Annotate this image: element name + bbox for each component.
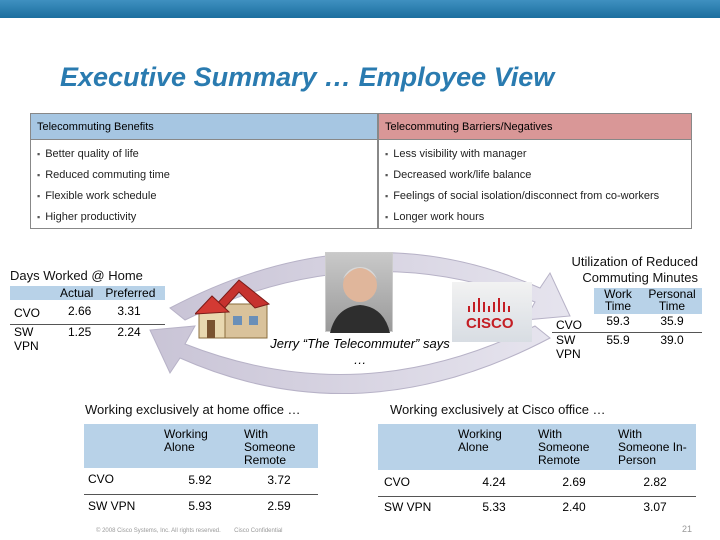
- row-label: CVO: [10, 300, 56, 324]
- benefit-item: ▪ Reduced commuting time: [37, 167, 371, 188]
- barriers-box: [378, 113, 692, 229]
- cell-value: 5.93: [188, 498, 212, 513]
- cell-value: 3.72: [240, 468, 318, 494]
- page-number: 21: [682, 524, 693, 534]
- cell-value: 35.9: [642, 314, 702, 333]
- cell-value: 2.66: [56, 300, 101, 324]
- cell-value: 4.24: [454, 470, 534, 496]
- cell-value: 3.31: [101, 300, 165, 324]
- cell-value: 1.25: [68, 324, 92, 339]
- col-header: Work Time: [594, 288, 642, 314]
- col-header: Preferred: [105, 286, 156, 300]
- cell-value: 2.82: [614, 470, 696, 496]
- home-table-title: Working exclusively at home office …: [85, 402, 301, 417]
- cisco-table-title: Working exclusively at Cisco office …: [390, 402, 606, 417]
- cell-value: 5.92: [160, 468, 240, 494]
- row-label: CVO: [84, 468, 160, 494]
- benefit-item: ▪ Flexible work schedule: [37, 188, 371, 209]
- page-title: Executive Summary … Employee View: [60, 62, 555, 92]
- cell-value: 3.07: [643, 499, 667, 514]
- cell-value: 5.33: [482, 499, 506, 514]
- row-label: CVO: [552, 314, 594, 333]
- cell-value: 2.69: [534, 470, 614, 496]
- row-label: SW VPN: [384, 499, 432, 514]
- footer-copyright: © 2008 Cisco Systems, Inc. All rights reserved. Cisco Confidential: [96, 528, 283, 534]
- col-header: Working Alone: [164, 427, 208, 454]
- row-label: SW VPN: [556, 333, 581, 361]
- benefit-item: ▪ Higher productivity: [37, 209, 371, 230]
- home-table: [84, 424, 318, 520]
- row-label: SW VPN: [88, 498, 136, 513]
- person-photo: [325, 252, 393, 332]
- cell-value: 39.0: [660, 333, 684, 347]
- row-label: SW VPN: [14, 324, 39, 353]
- benefit-item: ▪ Better quality of life: [37, 146, 371, 167]
- cisco-logo: [452, 282, 532, 342]
- utilization-table: [552, 288, 702, 363]
- barrier-item: ▪ Longer work hours: [385, 209, 685, 230]
- barrier-item: ▪ Decreased work/life balance: [385, 167, 685, 188]
- col-header: With Someone Remote: [538, 427, 590, 467]
- cell-value: 2.24: [117, 324, 141, 339]
- benefits-header: Telecommuting Benefits: [31, 114, 377, 140]
- utilization-title: Utilization of Reduced Commuting Minutes: [571, 254, 698, 285]
- house-icon: [195, 272, 275, 344]
- cisco-table: [378, 424, 696, 520]
- col-header: Actual: [60, 286, 94, 300]
- col-header: With Someone Remote: [244, 427, 296, 467]
- barrier-item: ▪ Feelings of social isolation/disconnect from co-workers: [385, 188, 685, 209]
- col-header: Working Alone: [458, 427, 502, 454]
- col-header: Personal Time: [642, 288, 702, 314]
- cisco-logo-text: CISCO: [466, 315, 514, 332]
- barriers-header: Telecommuting Barriers/Negatives: [379, 114, 691, 140]
- cell-value: 2.40: [562, 499, 586, 514]
- cell-value: 55.9: [606, 333, 630, 347]
- cell-value: 2.59: [267, 498, 291, 513]
- top-banner: [0, 0, 720, 18]
- barrier-item: ▪ Less visibility with manager: [385, 146, 685, 167]
- days-worked-title: Days Worked @ Home: [10, 268, 143, 283]
- cell-value: 59.3: [594, 314, 642, 333]
- col-header: With Someone In-Person: [618, 427, 687, 467]
- row-label: CVO: [378, 470, 454, 496]
- days-worked-table: [10, 286, 165, 354]
- benefits-box: [30, 113, 378, 229]
- quote-caption: Jerry “The Telecommuter” says …: [270, 336, 450, 367]
